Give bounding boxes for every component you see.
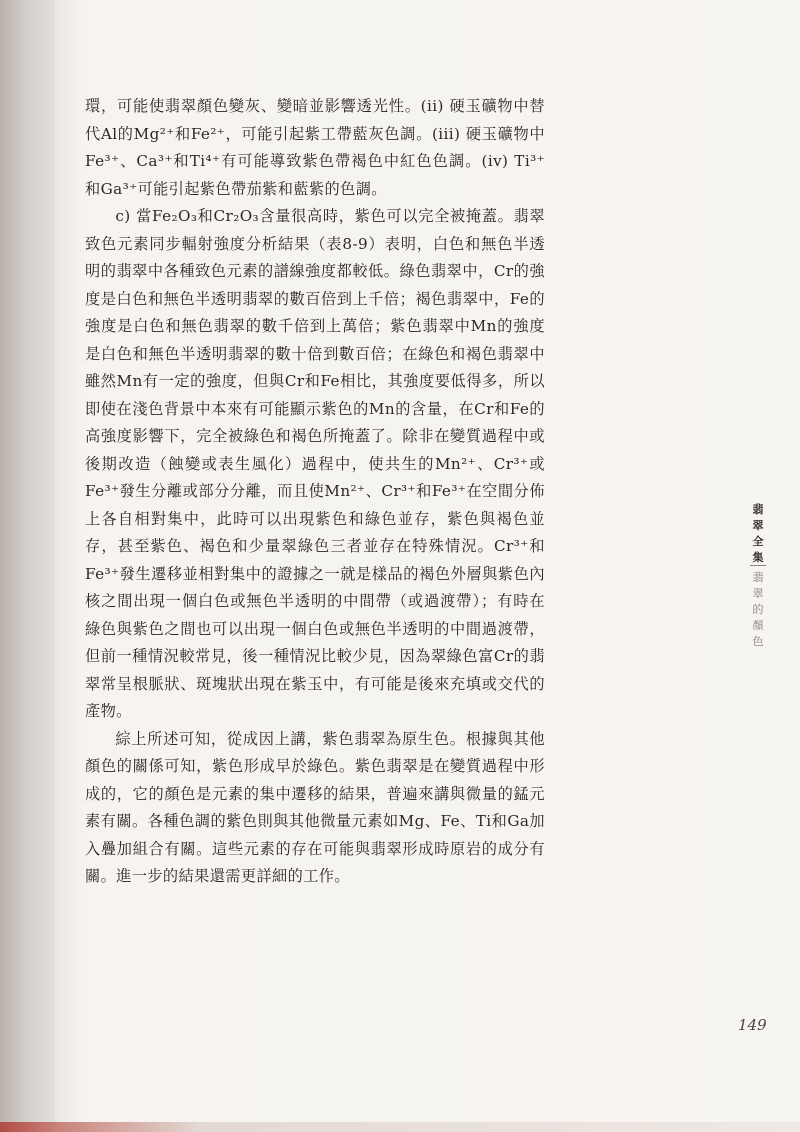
paragraph-1: 環，可能使翡翠顏色變灰、變暗並影響透光性。(ii) 硬玉礦物中替代Al的Mg²⁺和Fe²⁺，可能引起紫工帶藍灰色調。(iii) 硬玉礦物中Fe³⁺、Ca³⁺和Ti⁴⁺有可能導致紫色帶褐色中紅色色調。(iv) Ti³⁺和Ga³⁺可能引起紫色帶茄紫和藍紫的色調。 — [85, 97, 545, 198]
paragraph-3: 綜上所述可知，從成因上講，紫色翡翠為原生色。根據與其他顏色的關係可知，紫色形成早於綠色。紫色翡翠是在變質過程中形成的，它的顏色是元素的集中遷移的結果，普遍來講與微量的錳元素有關。各種色調的紫色則與其他微量元素如Mg、Fe、Ti和Ga加入疊加組合有關。這些元素的存在可能與翡翠形成時原岩的成分有關。進一步的結果還需更詳細的工作。 — [85, 729, 545, 885]
running-header-title: 翡翠全集 — [752, 503, 764, 564]
book-bottom-edge — [0, 1122, 800, 1132]
body-text — [85, 93, 545, 891]
running-header-subtitle: 翡翠的顏色 — [752, 571, 764, 648]
paragraph-2: c) 當Fe₂O₃和Cr₂O₃含量很高時，紫色可以完全被掩蓋。翡翠致色元素同步輻射強度分析結果（表8-9）表明，白色和無色半透明的翡翠中各種致色元素的譜線強度都較低。綠色翡翠中，Cr的強度是白色和無色半透明翡翠的數百倍到上千倍；褐色翡翠中，Fe的強度是白色和無色翡翠的數千倍到上萬倍；紫色翡翠中Mn的強度是白色和無色半透明翡翠的數十倍到數百倍；在綠色和褐色翡翠中雖然Mn有一定的強度，但與Cr和Fe相比，其強度要低得多，所以即使在淺色背景中本來有可能顯示紫色的Mn的含量，在Cr和Fe的高強度影響下，完全被綠色和褐色所掩蓋了。除非在變質過程中或後期改造（蝕變或表生風化）過程中，使共生的Mn²⁺、Cr³⁺或Fe³⁺發生分離或部分分離，而且使Mn²⁺、Cr³⁺和Fe³⁺在空間分佈上各自相對集中，此時可以出現紫色和綠色並存，紫色與褐色並存，甚至紫色、褐色和少量翠綠色三者並存在特殊情況。Cr³⁺和Fe³⁺發生遷移並相對集中的證據之一就是樣品的褐色外層與紫色內核之間出現一個白色或無色半透明的中間帶（或過渡帶）；有時在綠色與紫色之間也可以出現一個白色或無色半透明的中間過渡帶，但前一種情況較常見，後一種情況比較少見，因為翠綠色富Cr的翡翠常呈根脈狀、斑塊狀出現在紫玉中，有可能是後來充填或交代的產物。 — [85, 207, 545, 720]
page-number: 149 — [738, 1016, 767, 1034]
running-header-divider — [750, 565, 766, 566]
